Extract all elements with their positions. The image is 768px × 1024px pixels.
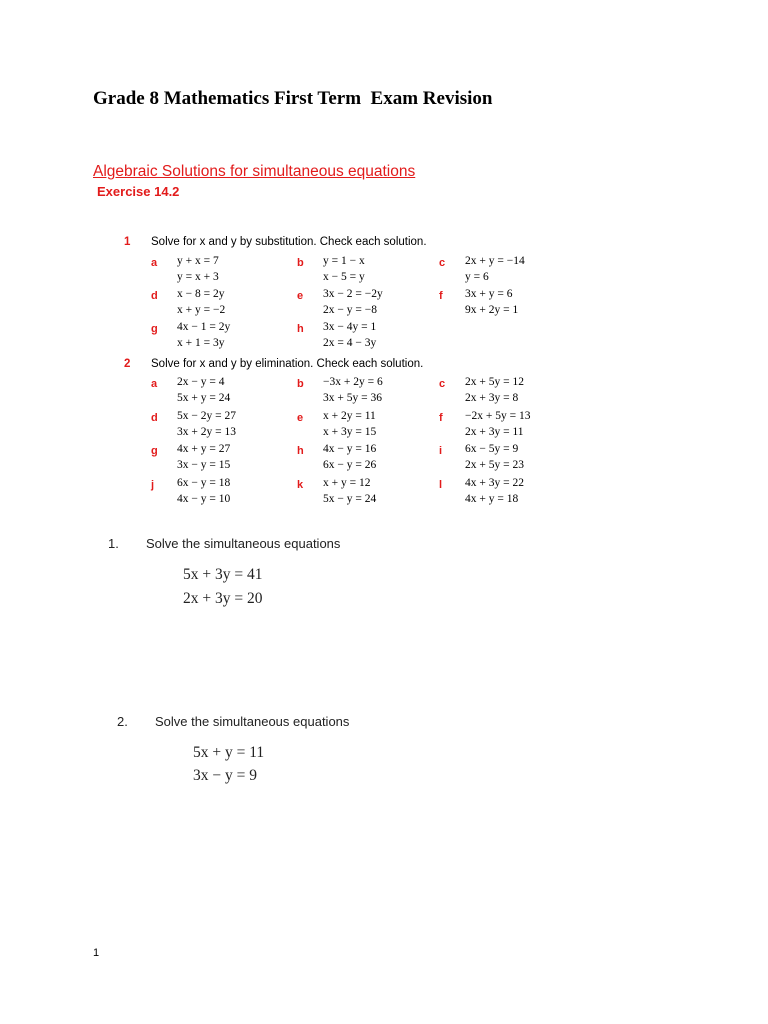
- item-label: c: [439, 378, 446, 390]
- equation: −2x + 5y = 13: [465, 409, 531, 422]
- exercise-item: [439, 443, 579, 473]
- equation: 3x − 2 = −2y: [323, 288, 383, 300]
- equation: 2x = 4 − 3y: [323, 337, 377, 349]
- exercise-item: [297, 477, 437, 507]
- equation: y = 6: [465, 271, 489, 283]
- equation: 3x − y = 15: [177, 459, 231, 471]
- equation: 2x − y = 4: [177, 376, 225, 388]
- page-number: 1: [93, 947, 100, 959]
- equation: 6x − 5y = 9: [465, 443, 519, 455]
- exercise-item: [151, 376, 291, 406]
- item-label: h: [297, 323, 304, 335]
- equation: 4x + 3y = 22: [465, 476, 524, 489]
- problem-text: Solve the simultaneous equations: [155, 714, 350, 729]
- exercise-item: [297, 321, 437, 351]
- question-number: 2: [124, 358, 131, 370]
- exercise-item: [439, 376, 579, 406]
- exercise-item: [151, 288, 291, 318]
- equation: y = 1 − x: [323, 255, 365, 267]
- equation: 5x + y = 11: [193, 744, 265, 761]
- equation: x + y = 12: [323, 476, 371, 489]
- equation: y + x = 7: [177, 255, 219, 267]
- item-label: c: [439, 257, 446, 269]
- question-instruction: Solve for x and y by elimination. Check each solution.: [151, 358, 424, 370]
- item-label: g: [151, 323, 158, 335]
- exercise-item: [297, 410, 437, 440]
- question-number: 1: [124, 236, 131, 248]
- item-label: g: [151, 445, 158, 457]
- page-title: Grade 8 Mathematics First Term Exam Revision: [93, 88, 493, 109]
- item-label: b: [297, 257, 304, 269]
- equation: −3x + 2y = 6: [323, 376, 383, 388]
- item-label: j: [151, 478, 155, 491]
- equation: 3x + 5y = 36: [323, 392, 382, 404]
- equation: 2x + 5y = 23: [465, 459, 524, 471]
- exercise-item: [297, 288, 437, 318]
- item-label: b: [297, 378, 304, 390]
- item-label: f: [439, 290, 443, 302]
- equation: 5x − 2y = 27: [177, 409, 236, 422]
- equation: 2x − y = −8: [323, 304, 377, 316]
- item-label: e: [297, 411, 304, 424]
- exercise-item: [297, 376, 437, 406]
- exercise-item: [297, 443, 437, 473]
- problem-text: Solve the simultaneous equations: [146, 536, 341, 551]
- item-label: h: [297, 445, 304, 457]
- question-instruction: Solve for x and y by substitution. Check each solution.: [151, 236, 427, 248]
- exercise-item: [439, 255, 579, 285]
- equation: 4x + y = 27: [177, 443, 231, 455]
- equation: 5x + 3y = 41: [183, 566, 263, 583]
- section-heading: Algebraic Solutions for simultaneous equations: [93, 163, 416, 180]
- exercise-label: Exercise 14.2: [97, 184, 180, 199]
- item-label: k: [297, 478, 304, 491]
- equation: 3x + y = 6: [465, 288, 513, 300]
- equation: x − 5 = y: [323, 271, 365, 283]
- exercise-item: [439, 410, 579, 440]
- item-label: a: [151, 257, 158, 269]
- equation: x − 8 = 2y: [177, 288, 225, 300]
- equation: 4x + y = 18: [465, 492, 519, 505]
- exercise-item: [151, 477, 291, 507]
- equation: 3x − y = 9: [193, 767, 257, 784]
- equation: 4x − y = 16: [323, 443, 377, 455]
- exercise-item: [151, 255, 291, 285]
- equation: y = x + 3: [177, 271, 219, 283]
- equation: x + 3y = 15: [323, 425, 377, 438]
- problem-number: 1.: [108, 536, 119, 551]
- equation: 9x + 2y = 1: [465, 304, 519, 316]
- equation: x + 2y = 11: [323, 409, 376, 422]
- exercise-item: [297, 255, 437, 285]
- equation: 3x + 2y = 13: [177, 425, 236, 438]
- equation: 4x − 1 = 2y: [177, 321, 231, 333]
- equation: 2x + y = −14: [465, 255, 525, 267]
- equation: 5x + y = 24: [177, 392, 231, 404]
- equation: 2x + 3y = 11: [465, 425, 524, 438]
- exercise-item: [439, 288, 579, 318]
- item-label: f: [439, 411, 443, 424]
- equation: 6x − y = 18: [177, 476, 231, 489]
- equation: 2x + 5y = 12: [465, 376, 524, 388]
- exercise-item: [439, 477, 579, 507]
- equation: 4x − y = 10: [177, 492, 231, 505]
- equation: 2x + 3y = 20: [183, 590, 263, 607]
- equation: 6x − y = 26: [323, 459, 377, 471]
- item-label: a: [151, 378, 158, 390]
- equation: x + 1 = 3y: [177, 337, 225, 349]
- item-label: d: [151, 411, 158, 424]
- item-label: d: [151, 290, 158, 302]
- exercise-item: [151, 321, 291, 351]
- item-label: e: [297, 290, 304, 302]
- exercise-image: [118, 228, 563, 510]
- equation: 5x − y = 24: [323, 492, 377, 505]
- equation: x + y = −2: [177, 304, 226, 316]
- item-label: i: [439, 445, 443, 457]
- problem-number: 2.: [117, 714, 128, 729]
- exercise-item: [151, 443, 291, 473]
- equation: 3x − 4y = 1: [323, 321, 377, 333]
- exercise-item: [151, 410, 291, 440]
- equation: 2x + 3y = 8: [465, 392, 519, 404]
- item-label: l: [439, 478, 443, 491]
